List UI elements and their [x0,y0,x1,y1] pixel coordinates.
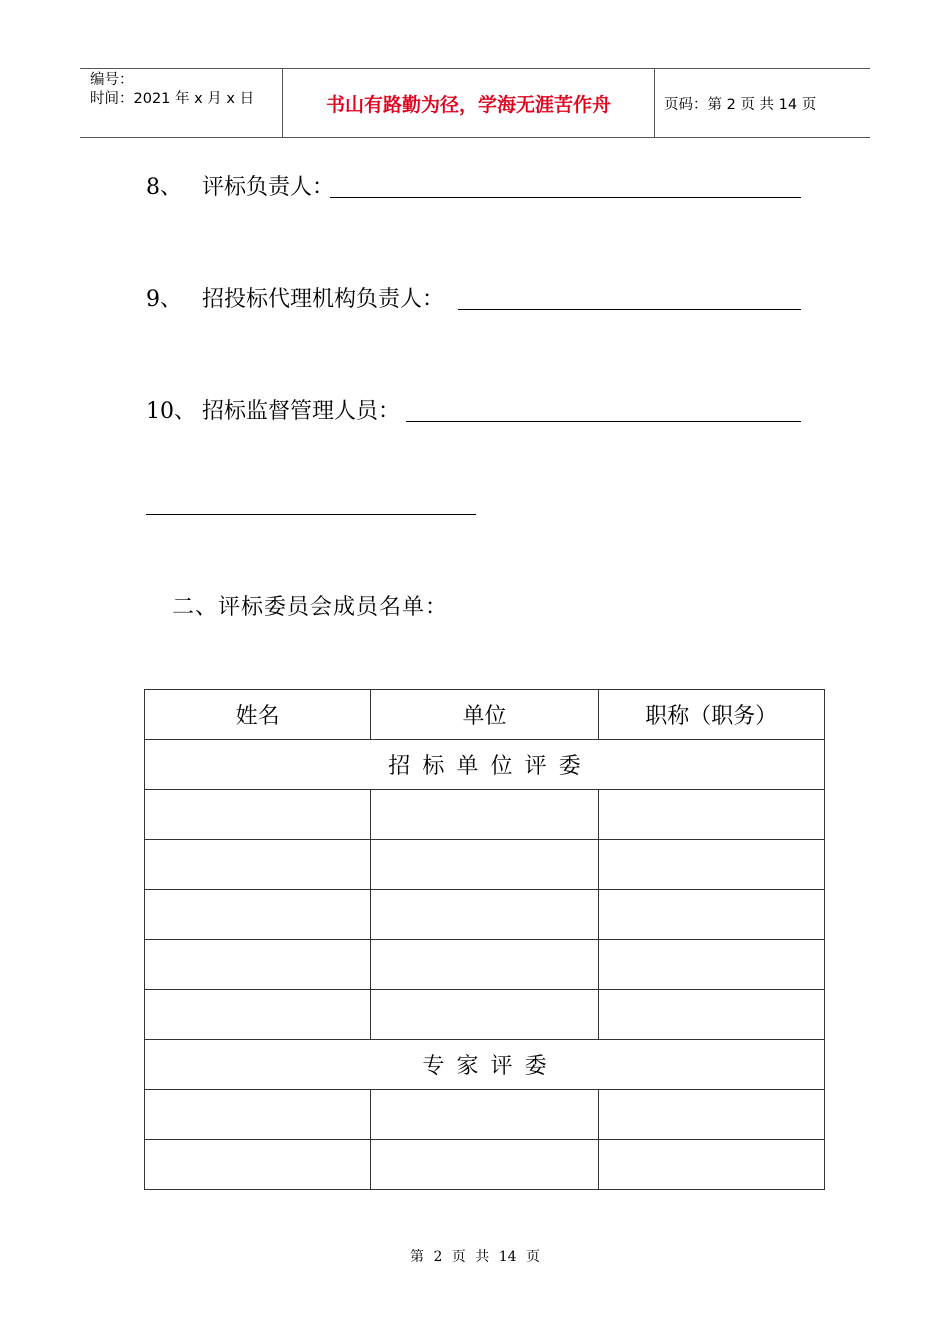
header-meta [80,69,282,137]
table-row [145,990,825,1040]
table-cell[interactable] [145,790,371,840]
item-label: 招投标代理机构负责人： [202,287,445,312]
table-cell[interactable] [371,940,598,990]
item-number: 10、 [146,399,196,424]
table-cell[interactable] [598,1140,824,1190]
column-header-title: 职称（职务） [598,690,824,740]
header-page-info: 页码：第 2 页 共 14 页 [664,96,817,113]
table-cell[interactable] [598,790,824,840]
page-footer: 第 2 页 共 14 页 [410,1249,540,1265]
table-cell[interactable] [371,1140,598,1190]
table-cell[interactable] [598,890,824,940]
table-row [145,790,825,840]
table-row [145,1140,825,1190]
table-cell[interactable] [371,1090,598,1140]
table-cell[interactable] [598,990,824,1040]
table-cell[interactable] [598,1090,824,1140]
signature-line [330,197,801,198]
item-label: 招标监督管理人员： [202,399,401,424]
table-cell[interactable] [145,890,371,940]
column-header-unit: 单位 [371,690,598,740]
number-label: 编号： [90,72,134,88]
table-cell[interactable] [371,840,598,890]
table-row [145,1090,825,1140]
group-label-client: 招标单位评委 [388,754,593,779]
group-row-client [145,740,825,790]
table-cell[interactable] [145,1140,371,1190]
table-cell[interactable] [145,990,371,1040]
table-header-row [145,690,825,740]
table-cell[interactable] [371,990,598,1040]
section-title: 二、评标委员会成员名单： [172,595,449,620]
date-label: 时间：2021 年 x 月 x 日 [90,91,255,107]
item-number: 8、 [146,175,182,200]
table-cell[interactable] [598,940,824,990]
table-cell[interactable] [145,940,371,990]
table-row [145,890,825,940]
table-row [145,840,825,890]
signature-line [406,421,801,422]
table-cell[interactable] [145,1090,371,1140]
group-label-expert: 专家评委 [422,1054,559,1079]
page-header [80,68,870,138]
table-cell[interactable] [598,840,824,890]
table-cell[interactable] [145,840,371,890]
group-row-expert [145,1040,825,1090]
signature-item-8 [146,170,806,200]
table-cell[interactable] [371,890,598,940]
column-header-name: 姓名 [145,690,371,740]
item-number: 9、 [146,287,182,312]
continuation-line [146,514,476,515]
table-row [145,940,825,990]
signature-item-10 [146,394,806,424]
committee-table [144,689,825,1190]
signature-line [458,309,801,310]
signature-item-9 [146,282,806,312]
item-label: 评标负责人： [202,175,335,200]
header-motto: 书山有路勤为径，学海无涯苦作舟 [282,69,655,137]
table-cell[interactable] [371,790,598,840]
